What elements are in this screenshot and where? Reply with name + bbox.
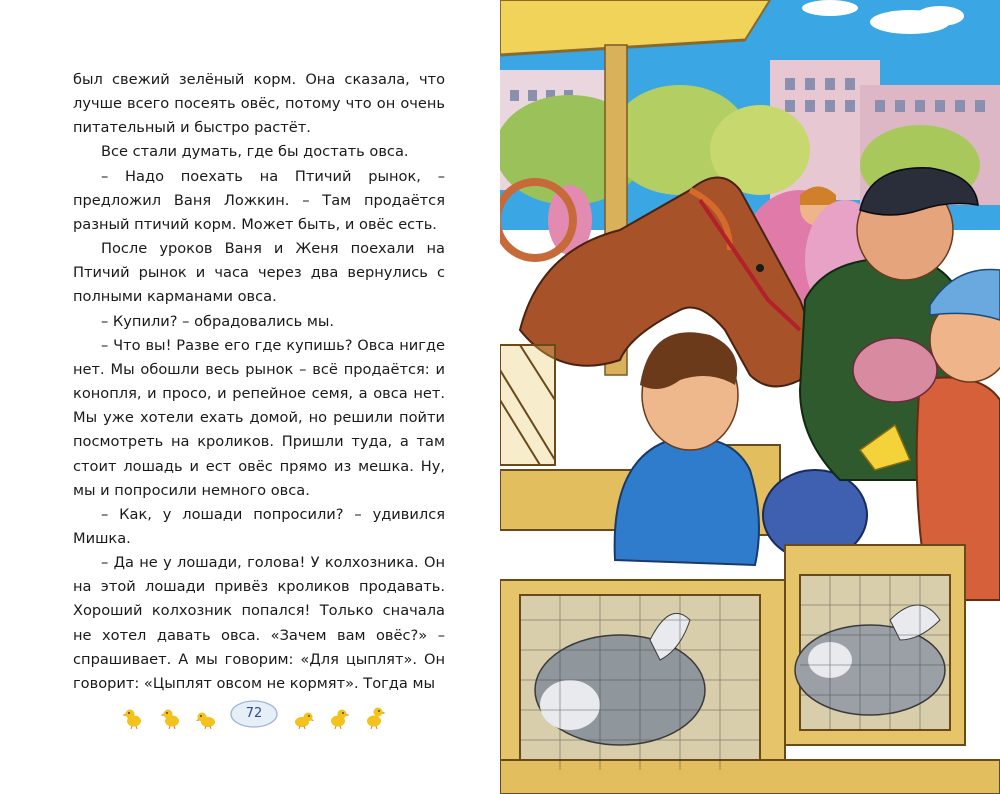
market-illustration [500, 0, 1000, 794]
paragraph-4: После уроков Ваня и Женя поехали на Птичий рынок и часа через два вернулись с полными карманами овса. [73, 240, 445, 306]
chick-icon [364, 706, 386, 730]
paragraph-6: – Что вы! Разве его где купишь? Овса нигде нет. Мы обошли весь рынок – всё продаётся: и конопля, и просо, и репейное семя, а овса нет. Мы уже хотели ехать домой, но решили пойти посмотреть на кроликов. Пришли туда, а там стоит лошадь и ест овёс прямо из мешка. Ну, мы и попросили немного овса. [73, 336, 445, 499]
paragraph-8: – Да не у лошади, голова! У колхозника. Он на этой лошади привёз кроликов продавать. Хороший колхозник попался! Только сначала не хотел давать овса. «Зачем вам овёс?» – спрашивает. А мы говорим: «Для цыплят». Он говорит: «Цыплят овсом не кормят». Тогда мы [73, 554, 445, 692]
story-text [73, 68, 445, 696]
illustration-svg [500, 0, 1000, 794]
chick-icon [328, 706, 350, 730]
paragraph-5: – Купили? – обрадовались мы. [101, 312, 335, 330]
chick-icon [160, 706, 182, 730]
boy-blue-hoodie [615, 438, 759, 565]
page-number: 72 [245, 706, 263, 721]
paragraph-2: Все стали думать, где бы достать овса. [101, 143, 409, 161]
paragraph-7: – Как, у лошади попросили? – удивился Мишка. [73, 505, 445, 547]
paragraph-1: был свежий зелёный корм. Она сказала, что лучше всего посеять овёс, потому что он очень питательный и быстро растёт. [73, 71, 445, 137]
rabbit-crate [500, 345, 555, 465]
chick-icon [196, 706, 218, 730]
chick-icon [292, 706, 314, 730]
page-footer [120, 698, 390, 734]
chick-icon [122, 706, 144, 730]
paragraph-3: – Надо поехать на Птичий рынок, – предложил Ваня Ложкин. – Там продаётся разный птичий корм. Может быть, и овёс есть. [73, 167, 445, 233]
